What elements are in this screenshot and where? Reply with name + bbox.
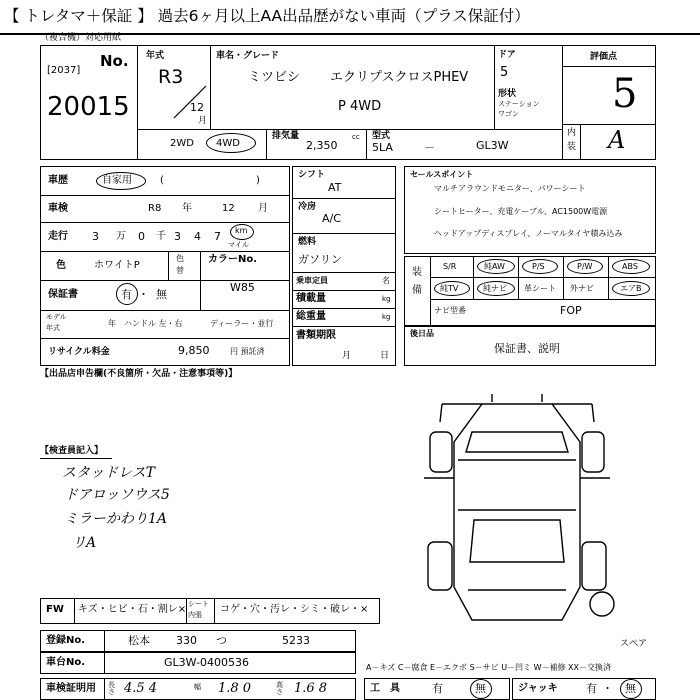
- divider: [562, 124, 656, 125]
- divider: [430, 256, 431, 326]
- sales-point-line: ヘッドアップディスプレイ、ノーマルタイヤ積み込み: [434, 229, 623, 238]
- divider: [214, 598, 215, 624]
- capacity-unit: 名: [382, 276, 390, 285]
- divider: [562, 66, 656, 67]
- mileage-unit-mile: マイル: [228, 241, 249, 249]
- car-diagram: [412, 392, 622, 632]
- divider: [292, 290, 396, 291]
- fw-seat-label-2: 内張: [188, 611, 202, 619]
- inspection-month: 12: [222, 203, 235, 214]
- equip-ext-navi: 外ナビ: [570, 284, 594, 293]
- model-label: 車名・グレード: [216, 51, 280, 61]
- sales-points-label: セールスポイント: [410, 170, 474, 179]
- equip-leather: 革シート: [524, 284, 556, 293]
- inspector-label: 【検査員記入】: [40, 446, 104, 456]
- mileage-u2: 千: [156, 231, 166, 242]
- weight-unit: kg: [382, 313, 391, 321]
- divider: [473, 256, 474, 299]
- year-month-unit: 月: [198, 116, 208, 126]
- load-unit: kg: [382, 295, 391, 303]
- warranty-no: 無: [156, 288, 167, 301]
- displacement-label: 排気量: [272, 131, 300, 141]
- divider: [430, 277, 656, 278]
- history-paren-open: (: [160, 175, 164, 186]
- divider: [104, 652, 105, 674]
- inspection-month-unit: 月: [258, 203, 268, 214]
- shape-label: 形状: [498, 89, 517, 99]
- type-prefix: 5LA: [372, 141, 393, 154]
- tools-yes: 有: [432, 682, 443, 695]
- divider: [40, 338, 290, 339]
- lot-no-label: No.: [100, 52, 129, 70]
- inspection-label: 車検: [48, 203, 68, 214]
- length-value: 4.5 4: [124, 681, 158, 696]
- registration-class: 330: [176, 634, 197, 647]
- ac-value: A/C: [322, 212, 341, 225]
- length-label: 長さ: [108, 681, 115, 696]
- mileage-unit-km: km: [235, 226, 248, 235]
- equip-sr: S/R: [443, 262, 457, 271]
- spare-label: スペア: [620, 639, 648, 649]
- divider: [40, 222, 290, 223]
- model-grade: P 4WD: [338, 99, 382, 114]
- history-paren-close: ): [256, 175, 260, 186]
- mileage-u1: 万: [116, 231, 126, 242]
- drive-4wd: 4WD: [216, 138, 240, 149]
- header-title: 【 トレタマ＋保証 】 過去6ヶ月以上AA出品歴がない車両（プラス保証付）: [4, 7, 530, 25]
- lot-tag: [2037]: [47, 65, 81, 76]
- mileage-d1: 3: [92, 230, 99, 243]
- fuel-label: 燃料: [298, 237, 317, 247]
- divider: [292, 272, 396, 273]
- grade-label: 評価点: [590, 52, 618, 62]
- fuel-value: ガソリン: [298, 253, 342, 266]
- chassis-value: GL3W-0400536: [164, 656, 250, 669]
- color-code-label: カラーNo.: [208, 254, 258, 265]
- shift-value: AT: [328, 181, 342, 194]
- divider: [104, 678, 105, 700]
- warranty-dot: ・: [138, 288, 149, 301]
- divider: [168, 251, 169, 280]
- model-year-dealer: ディーラー・並行: [210, 319, 274, 328]
- color-change-label-1: 色: [176, 254, 184, 263]
- displacement-value: 2,350: [306, 139, 338, 152]
- mileage-d3: 3: [174, 230, 181, 243]
- divider: [292, 198, 396, 199]
- divider: [580, 124, 581, 160]
- model-maker: ミツビシ: [248, 70, 301, 85]
- fw-seat-items: コゲ・穴・汚レ・シミ・破レ・×: [220, 604, 369, 615]
- reg-period-unit: 月: [342, 351, 352, 361]
- equip-aw: 純AW: [484, 262, 505, 271]
- history-label: 車歴: [48, 175, 68, 186]
- type-code: GL3W: [476, 139, 509, 152]
- divider: [292, 233, 396, 234]
- model-year-label-1: モデル: [46, 313, 67, 321]
- displacement-unit: cc: [352, 133, 360, 141]
- shape-opt2: ワゴン: [498, 110, 519, 118]
- equip-tv: 純TV: [440, 284, 459, 293]
- inspection-year-unit: 年: [182, 203, 192, 214]
- tools-no: 無: [475, 682, 486, 695]
- width-value: 1.8 0: [218, 681, 252, 696]
- after-sale-label: 後日品: [410, 329, 434, 338]
- divider: [494, 45, 495, 129]
- equip-ps: P/S: [532, 262, 545, 271]
- color-label: 色: [56, 260, 66, 271]
- inspection-era: R8: [148, 203, 162, 214]
- equipment-label-2: 備: [412, 285, 422, 296]
- year-month: 12: [190, 101, 204, 114]
- color-value: ホワイトP: [94, 260, 140, 271]
- registration-area: 松本: [128, 634, 150, 647]
- ac-label: 冷房: [298, 202, 317, 212]
- navi-value: FOP: [560, 304, 582, 317]
- width-label: 幅: [194, 683, 201, 691]
- grade-score: 5: [612, 71, 638, 117]
- color-change-label-2: 替: [176, 266, 184, 275]
- color-code: W85: [230, 281, 255, 294]
- divider: [366, 129, 367, 160]
- recycle-value: 9,850: [178, 344, 210, 357]
- top-note: （複合機）対応用紙: [40, 33, 122, 43]
- divider: [563, 256, 564, 299]
- reg-period-label: 書類期限: [296, 330, 336, 341]
- warranty-yes: 有: [121, 288, 132, 301]
- divider: [200, 251, 201, 310]
- recycle-unit: 円 預託済: [230, 347, 265, 356]
- type-dash: －: [424, 141, 435, 154]
- equip-pw: P/W: [577, 262, 593, 271]
- mileage-label: 走行: [48, 231, 68, 242]
- after-sale-value: 保証書、説明: [494, 342, 560, 355]
- interior-label-2: 装: [567, 142, 577, 152]
- divider: [608, 256, 609, 299]
- history-value: 自家用: [102, 175, 132, 186]
- height-label: 高さ: [276, 681, 283, 696]
- lot-number: 20015: [47, 92, 130, 122]
- divider: [74, 598, 75, 624]
- jack-no: 無: [625, 682, 636, 695]
- divider: [40, 458, 112, 459]
- load-label: 積載量: [296, 293, 326, 304]
- mileage-d5: 7: [214, 230, 221, 243]
- divider: [40, 195, 290, 196]
- divider: [292, 308, 396, 309]
- interior-label-1: 内: [567, 128, 577, 138]
- fw-items: キズ・ヒビ・石・割レ×: [78, 604, 187, 615]
- equip-navi: 純ナビ: [483, 284, 507, 293]
- divider: [40, 310, 290, 311]
- equip-airbag: エアB: [620, 284, 642, 293]
- mileage-d2: 0: [138, 230, 145, 243]
- type-label: 型式: [372, 131, 391, 141]
- chassis-label: 車台No.: [46, 657, 86, 668]
- shift-label: シフト: [298, 170, 326, 180]
- shape-opt1: ステーション: [498, 100, 540, 108]
- doors-value: 5: [500, 65, 509, 80]
- mileage-d4: 4: [194, 230, 201, 243]
- divider: [40, 251, 290, 252]
- jack-yes: 有: [586, 682, 597, 695]
- recycle-label: リサイクル料金: [48, 347, 110, 357]
- interior-grade: A: [608, 126, 626, 154]
- info-left-block: [40, 166, 290, 366]
- weight-label: 総重量: [296, 311, 326, 322]
- reg-period-unit2: 日: [380, 351, 390, 361]
- damage-legend: A－キズ C－腐食 E－エクボ S－サビ U－凹ミ W－補修 XX－交換済: [366, 663, 612, 672]
- divider: [292, 326, 396, 327]
- jack-label: ジャッキ: [518, 683, 558, 694]
- divider: [266, 129, 267, 160]
- year-era: R3: [158, 66, 184, 88]
- equipment-label-1: 装: [412, 267, 422, 278]
- divider: [210, 45, 211, 129]
- capacity-label: 乗車定員: [296, 276, 328, 285]
- navi-label: ナビ型番: [434, 306, 466, 315]
- inspector-note: リA: [72, 535, 97, 551]
- year-label: 年式: [146, 51, 165, 61]
- divider: [430, 299, 656, 300]
- model-year-year: 年: [108, 319, 116, 328]
- inspector-note: ドアロッソウス5: [64, 487, 170, 503]
- inspector-note: スタッドレスT: [62, 465, 155, 481]
- doors-label: ドア: [498, 50, 516, 60]
- divider: [138, 129, 562, 130]
- certificate-label: 車検証明用: [46, 683, 96, 694]
- height-value: 1.6 8: [294, 681, 328, 696]
- divider: [518, 256, 519, 299]
- warranty-label: 保証書: [48, 289, 78, 300]
- sales-point-line: シートヒーター、充電ケーブル、AC1500W電源: [434, 207, 608, 216]
- inspector-note: ミラーかわり1A: [64, 511, 168, 527]
- divider: [104, 630, 105, 652]
- seller-report-label: 【出品店申告欄(不良箇所・欠品・注意事項等)】: [40, 369, 238, 379]
- registration-label: 登録No.: [46, 635, 86, 646]
- registration-kana: つ: [216, 634, 227, 647]
- model-year-handle: ハンドル 左・右: [124, 319, 183, 328]
- drive-2wd: 2WD: [170, 138, 194, 149]
- sales-point-line: マルチアラウンドモニター、パワーシート: [434, 184, 586, 193]
- model-year-label-2: 年式: [46, 324, 60, 332]
- equip-abs: ABS: [622, 262, 638, 271]
- jack-dot: ・: [602, 682, 613, 695]
- fw-seat-label-1: シート: [188, 600, 209, 608]
- model-name: エクリプスクロスPHEV: [330, 70, 469, 85]
- tools-label: 工 具: [370, 683, 400, 694]
- registration-number: 5233: [282, 634, 310, 647]
- fw-label: FW: [46, 604, 64, 615]
